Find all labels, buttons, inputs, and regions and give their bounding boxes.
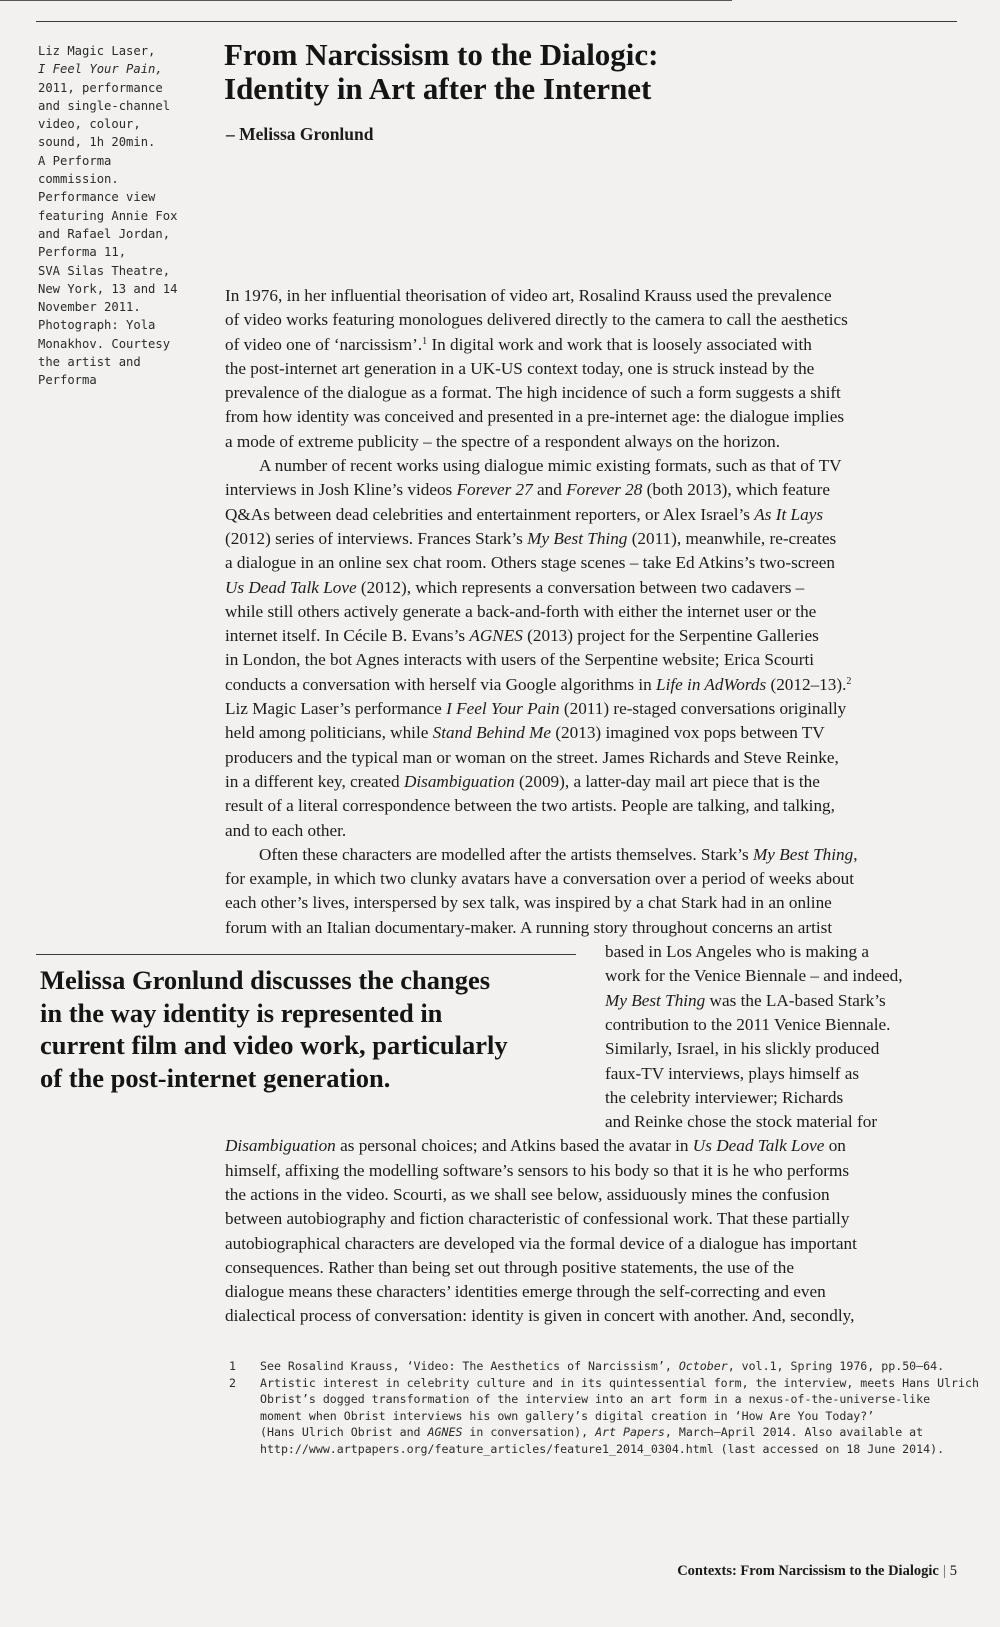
body-line: the celebrity interviewer; Richards [605, 1087, 844, 1107]
caption-line: Liz Magic Laser, [38, 44, 156, 58]
body-line: My Best Thing was the LA-based Stark’s [605, 990, 886, 1010]
title-line: Identity in Art after the Internet [224, 71, 652, 106]
body-line: held among politicians, while Stand Behind Me (2013) imagined vox pops between TV [225, 723, 825, 743]
running-footer [677, 1563, 957, 1580]
article-body [225, 284, 960, 1329]
byline: – Melissa Gronlund [226, 124, 374, 144]
footnote-number: 2 [229, 1375, 236, 1390]
caption-line: and single-channel [38, 98, 171, 113]
body-line: of video works featuring monologues delivered directly to the camera to call the aesthetics [225, 310, 848, 330]
footnote-2 [225, 1375, 979, 1458]
body-line: interviews in Josh Kline’s videos Forever 27 and Forever 28 (both 2013), which feature [225, 480, 830, 500]
footnote-line: Obrist’s dogged transformation of the interview into an art form in a nexus-of-the-universe-like [260, 1392, 931, 1407]
body-line: producers and the typical man or woman on the street. James Richards and Steve Reinke, [225, 747, 839, 767]
body-line: of video one of ‘narcissism’.$^1$ In digital work and work that is loosely associated with [225, 334, 812, 354]
footnote-1 [225, 1358, 965, 1375]
body-line: between autobiography and fiction characteristic of confessional work. That these partially [225, 1209, 850, 1229]
body-line: faux-TV interviews, plays himself as [605, 1063, 860, 1083]
article-title [224, 38, 924, 106]
footnote-line: Artistic interest in celebrity culture and in its quintessential form, the interview, meets Hans Ulrich [260, 1375, 979, 1390]
caption-line: November 2011. [38, 300, 141, 315]
caption-line: the artist and [38, 355, 141, 370]
body-line: result of a literal correspondence between the two artists. People are talking, and talking, [225, 796, 835, 816]
body-line: a dialogue in an online sex chat room. Others stage scenes – take Ed Atkins’s two-screen [225, 553, 835, 573]
caption-line: video, colour, [38, 117, 141, 132]
footnote-line: (Hans Ulrich Obrist and AGNES in conversation), Art Papers, March–April 2014. Also available at [260, 1425, 924, 1440]
body-line: for example, in which two clunky avatars have a conversation over a period of weeks about [225, 869, 855, 889]
footnote-line: See Rosalind Krauss, ‘Video: The Aesthetics of Narcissism’, October, vol.1, Spring 1976, pp.50–64. [260, 1359, 945, 1373]
body-line: forum with an Italian documentary-maker. A running story throughout concerns an artist [225, 917, 833, 937]
page-number: 5 [949, 1563, 957, 1579]
caption-line: featuring Annie Fox [38, 208, 178, 223]
footnote-line: moment when Obrist interviews his own gallery’s digital creation in ‘How Are You Today?’ [260, 1408, 875, 1423]
body-line: internet itself. In Cécile B. Evans’s AGNES (2013) project for the Serpentine Galleries [225, 626, 819, 646]
footnotes-rule [0, 0, 732, 1]
body-line: and to each other. [225, 820, 347, 840]
body-line: consequences. Rather than being set out through positive statements, the use of the [225, 1257, 794, 1277]
caption-line: SVA Silas Theatre, [38, 263, 171, 278]
body-line: Disambiguation as personal choices; and Atkins based the avatar in Us Dead Talk Love on [225, 1136, 846, 1156]
caption-line: Performance view [38, 190, 156, 205]
caption-line: Performa 11, [38, 245, 127, 260]
body-line: and Reinke chose the stock material for [605, 1112, 878, 1132]
body-line: a mode of extreme publicity – the spectre of a respondent always on the horizon. [225, 431, 781, 451]
caption-line: Monakhov. Courtesy [38, 336, 171, 351]
body-line: dialectical process of conversation: identity is given in concert with another. And, secondly, [225, 1306, 855, 1326]
body-line: prevalence of the dialogue as a format. The high incidence of such a form suggests a shift [225, 383, 841, 403]
footnote-number: 1 [229, 1359, 236, 1373]
body-line: in London, the bot Agnes interacts with users of the Serpentine website; Erica Scourti [225, 650, 815, 670]
body-line: while still others actively generate a back-and-forth with either the internet user or the [225, 601, 817, 621]
pullquote-line: current film and video work, particularly [40, 1030, 508, 1060]
body-line: from how identity was conceived and presented in a pre-internet age: the dialogue implies [225, 407, 845, 427]
body-line: himself, affixing the modelling software’s sensors to his body so that it is he who performs [225, 1160, 850, 1180]
caption-line: 2011, performance [38, 80, 163, 95]
footer-divider: | [942, 1563, 946, 1579]
title-line: From Narcissism to the Dialogic: [224, 37, 659, 72]
caption-line: A Performa [38, 153, 112, 168]
caption-line: commission. [38, 172, 119, 187]
body-line: contribution to the 2011 Venice Biennale. [605, 1014, 891, 1034]
body-line: conducts a conversation with herself via Google algorithms in Life in AdWords (2012–13).$^2$ [225, 674, 852, 694]
top-rule [36, 21, 957, 22]
body-line: work for the Venice Biennale – and indeed, [605, 966, 903, 986]
body-line: the post-internet art generation in a UK-US context today, one is struck instead by the [225, 358, 815, 378]
pullquote-line: Melissa Gronlund discusses the changes [40, 965, 491, 995]
pullquote-line: in the way identity is represented in [40, 997, 443, 1028]
footnote-url[interactable]: http://www.artpapers.org/feature_articles/feature1_2014_0304.html (last accessed on 18 June 2014). [260, 1441, 945, 1456]
body-line: In 1976, in her influential theorisation of video art, Rosalind Krauss used the prevalence [225, 286, 832, 305]
body-line: each other’s lives, interspersed by sex talk, was inspired by a chat Stark had in an online [225, 893, 832, 913]
body-line: (2012) series of interviews. Frances Stark’s My Best Thing (2011), meanwhile, re-creates [225, 528, 837, 548]
body-line: the actions in the video. Scourti, as we shall see below, assiduously mines the confusion [225, 1184, 830, 1204]
pullquote [40, 964, 580, 1094]
body-line: Often these characters are modelled after the artists themselves. Stark’s My Best Thing, [259, 844, 858, 864]
pullquote-rule [36, 954, 576, 955]
footnotes [225, 1358, 979, 1458]
caption-line: New York, 13 and 14 [38, 281, 178, 296]
body-line: Us Dead Talk Love (2012), which represents a conversation between two cadavers – [225, 577, 805, 597]
body-line: based in Los Angeles who is making a [605, 942, 869, 962]
body-line: Liz Magic Laser’s performance I Feel Your Pain (2011) re-staged conversations originally [225, 699, 847, 719]
image-caption [38, 42, 193, 390]
caption-line: and Rafael Jordan, [38, 226, 171, 241]
caption-line: Performa [38, 373, 97, 388]
caption-line: sound, 1h 20min. [38, 135, 156, 150]
body-line: dialogue means these characters’ identities emerge through the self-correcting and even [225, 1282, 826, 1302]
body-line: Q&As between dead celebrities and entertainment reporters, or Alex Israel’s As It Lays [225, 504, 824, 524]
body-line: Similarly, Israel, in his slickly produced [605, 1039, 880, 1059]
body-line: in a different key, created Disambiguation (2009), a latter-day mail art piece that is the [225, 771, 820, 791]
caption-line: I Feel Your Pain, [38, 62, 163, 77]
footer-title: Contexts: From Narcissism to the Dialogic [677, 1563, 939, 1579]
footnote-ref[interactable]: 2 [846, 675, 852, 687]
caption-line: Photograph: Yola [38, 318, 156, 333]
body-line: autobiographical characters are developed via the formal device of a dialogue has important [225, 1233, 857, 1253]
footnote-ref[interactable]: 1 [422, 335, 428, 347]
pullquote-line: of the post-internet generation. [40, 1062, 391, 1093]
body-line: A number of recent works using dialogue mimic existing formats, such as that of TV [259, 456, 842, 476]
